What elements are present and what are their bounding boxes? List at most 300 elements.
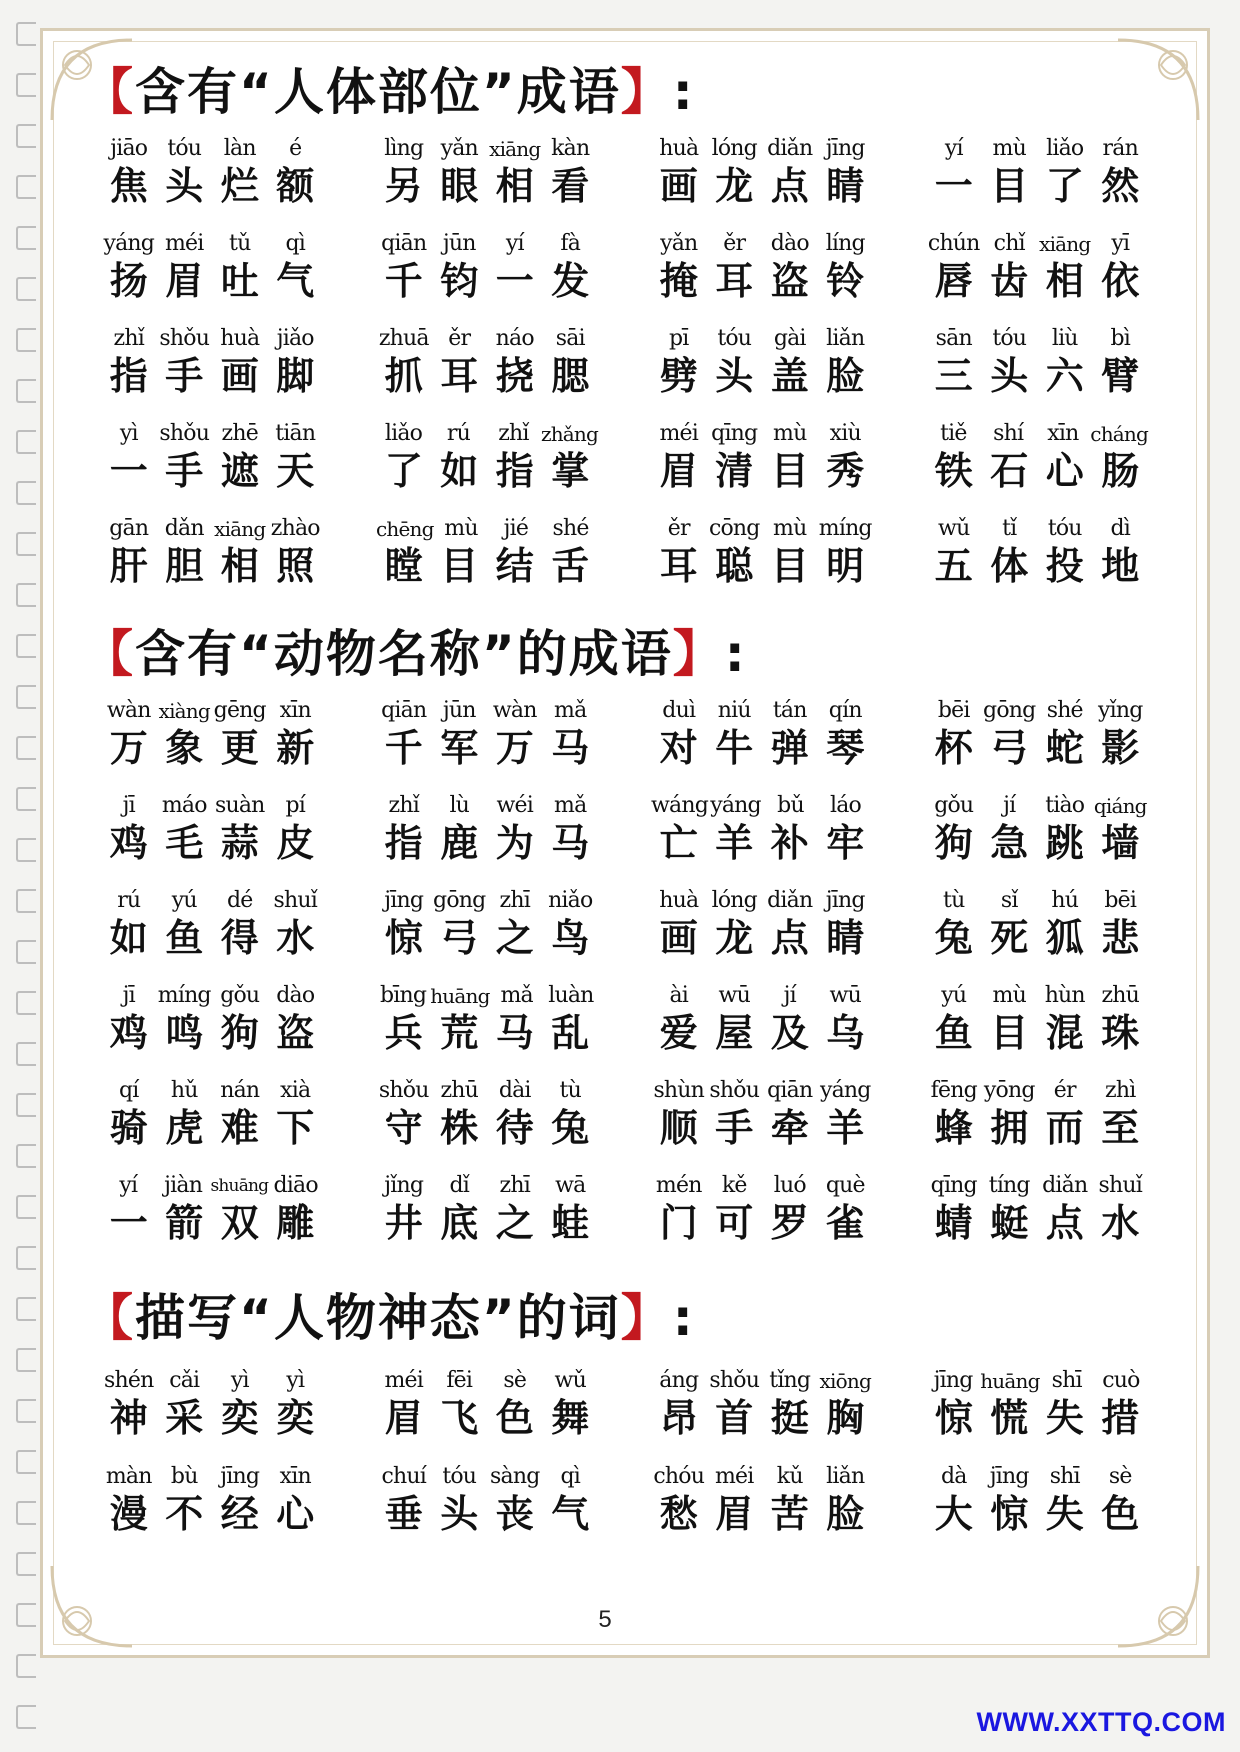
- hanzi-character: 死: [990, 915, 1029, 960]
- hanzi-row: [926, 1200, 1148, 1246]
- hanzi-row: [651, 543, 873, 589]
- hanzi-character: 五: [934, 543, 973, 588]
- pinyin-row: [926, 325, 1148, 353]
- hanzi-character: 扬: [109, 258, 148, 303]
- pinyin-syllable: niú: [717, 698, 751, 723]
- pinyin-syllable: chún: [927, 231, 980, 256]
- pinyin-syllable: yì: [230, 1368, 249, 1393]
- pinyin-syllable: jī: [122, 983, 135, 1008]
- pinyin-row: [376, 1463, 598, 1491]
- pinyin-syllable: cǎi: [169, 1368, 200, 1393]
- pinyin-syllable: xīn: [279, 1464, 311, 1489]
- pinyin-row: [376, 982, 598, 1010]
- hanzi-character: 骑: [109, 1105, 148, 1150]
- pinyin-syllable: bēi: [937, 698, 970, 723]
- pinyin-syllable: duì: [662, 698, 696, 723]
- hanzi-character: 失: [1045, 1395, 1084, 1440]
- hanzi-row: [651, 725, 873, 771]
- pinyin-syllable: zhào: [270, 516, 320, 541]
- hanzi-row: [101, 163, 323, 209]
- hanzi-character: 体: [990, 543, 1029, 588]
- pinyin-syllable: shuǐ: [1098, 1173, 1142, 1198]
- idiom-entry: [101, 697, 323, 792]
- pinyin-syllable: zhē: [221, 421, 258, 446]
- pinyin-syllable: zhǐ: [388, 793, 419, 818]
- pinyin-syllable: qín: [828, 698, 862, 723]
- hanzi-character: 蛇: [1045, 725, 1084, 770]
- hanzi-row: [101, 1395, 323, 1441]
- pinyin-syllable: shuǐ: [273, 888, 317, 913]
- hanzi-character: 措: [1101, 1395, 1140, 1440]
- spiral-ring: [16, 1399, 36, 1423]
- pinyin-syllable: qì: [285, 231, 306, 256]
- idiom-entry: [101, 135, 323, 230]
- idiom-entry: [376, 792, 598, 887]
- idiom-entry: [376, 230, 598, 325]
- hanzi-character: 眉: [715, 1491, 754, 1536]
- spiral-ring: [16, 1246, 36, 1270]
- spiral-ring: [16, 1552, 36, 1576]
- hanzi-character: 狗: [220, 1010, 259, 1055]
- spiral-ring: [16, 277, 36, 301]
- pinyin-row: [651, 1172, 873, 1200]
- pinyin-syllable: zhī: [499, 888, 530, 913]
- pinyin-syllable: lóng: [711, 136, 757, 161]
- hanzi-row: [376, 1105, 598, 1151]
- hanzi-character: 井: [384, 1200, 423, 1245]
- hanzi-character: 睛: [826, 163, 865, 208]
- pinyin-syllable: gōng: [433, 888, 486, 913]
- pinyin-syllable: xiāng: [489, 137, 541, 161]
- pinyin-syllable: méi: [659, 421, 699, 446]
- pinyin-row: [651, 420, 873, 448]
- pinyin-syllable: méi: [384, 1368, 424, 1393]
- hanzi-character: 难: [220, 1105, 259, 1150]
- idiom-entry: [101, 1463, 323, 1559]
- spiral-ring: [16, 1144, 36, 1168]
- pinyin-syllable: xià: [280, 1078, 311, 1103]
- pinyin-syllable: bīng: [380, 983, 427, 1008]
- hanzi-character: 掌: [551, 448, 590, 493]
- hanzi-character: 经: [220, 1491, 259, 1536]
- pinyin-syllable: pī: [668, 326, 689, 351]
- hanzi-character: 鸡: [109, 1010, 148, 1055]
- idiom-entry: [376, 1172, 598, 1267]
- pinyin-syllable: wǔ: [554, 1368, 586, 1393]
- pinyin-row: [926, 1077, 1148, 1105]
- idiom-entry: [926, 515, 1148, 610]
- hanzi-character: 地: [1101, 543, 1140, 588]
- pinyin-row: [101, 325, 323, 353]
- hanzi-character: 杯: [934, 725, 973, 770]
- hanzi-character: 新: [276, 725, 315, 770]
- idiom-entry: [651, 515, 873, 610]
- hanzi-character: 铃: [826, 258, 865, 303]
- hanzi-character: 下: [276, 1105, 315, 1150]
- hanzi-character: 雕: [276, 1200, 315, 1245]
- pinyin-syllable: jīng: [220, 1464, 260, 1489]
- pinyin-syllable: jiāo: [110, 136, 148, 161]
- pinyin-row: [101, 1463, 323, 1491]
- hanzi-character: 底: [440, 1200, 479, 1245]
- hanzi-character: 鸟: [551, 915, 590, 960]
- pinyin-syllable: zhì: [1105, 1078, 1136, 1103]
- idiom-grid-body-parts: [101, 135, 1201, 610]
- hanzi-character: 发: [551, 258, 590, 303]
- pinyin-syllable: shén: [104, 1368, 154, 1393]
- hanzi-character: 鱼: [934, 1010, 973, 1055]
- pinyin-syllable: náo: [495, 326, 534, 351]
- pinyin-syllable: luàn: [548, 983, 594, 1008]
- pinyin-row: [376, 230, 598, 258]
- pinyin-syllable: yōng: [983, 1078, 1035, 1103]
- idiom-entry: [651, 420, 873, 515]
- section-title-text: 含有“动物名称”的成语: [135, 625, 673, 683]
- pinyin-row: [651, 697, 873, 725]
- pinyin-row: [926, 1367, 1148, 1395]
- hanzi-character: 眉: [384, 1395, 423, 1440]
- hanzi-character: 牢: [826, 820, 865, 865]
- pinyin-syllable: gǒu: [220, 983, 260, 1008]
- pinyin-syllable: mǎ: [554, 793, 587, 818]
- idiom-entry: [651, 792, 873, 887]
- spiral-ring: [16, 634, 36, 658]
- hanzi-row: [926, 1491, 1148, 1537]
- idiom-entry: [101, 325, 323, 420]
- pinyin-syllable: máo: [161, 793, 207, 818]
- pinyin-row: [926, 135, 1148, 163]
- hanzi-character: 蜻: [934, 1200, 973, 1245]
- pinyin-syllable: yǎn: [440, 136, 478, 161]
- hanzi-character: 荒: [440, 1010, 479, 1055]
- pinyin-syllable: què: [825, 1173, 865, 1198]
- pinyin-syllable: yī: [1111, 231, 1130, 256]
- pinyin-syllable: zhǐ: [113, 326, 144, 351]
- pinyin-row: [101, 420, 323, 448]
- hanzi-row: [376, 163, 598, 209]
- hanzi-character: 一: [934, 163, 973, 208]
- hanzi-character: 大: [934, 1491, 973, 1536]
- hanzi-character: 照: [276, 543, 315, 588]
- pinyin-row: [101, 1077, 323, 1105]
- spiral-ring: [16, 889, 36, 913]
- hanzi-character: 至: [1101, 1105, 1140, 1150]
- hanzi-character: 胆: [165, 543, 204, 588]
- hanzi-character: 对: [659, 725, 698, 770]
- hanzi-character: 目: [770, 543, 809, 588]
- hanzi-row: [376, 353, 598, 399]
- pinyin-syllable: huà: [220, 326, 260, 351]
- hanzi-character: 然: [1101, 163, 1140, 208]
- pinyin-syllable: hǔ: [170, 1078, 198, 1103]
- pinyin-syllable: rú: [117, 888, 141, 913]
- hanzi-character: 顺: [659, 1105, 698, 1150]
- pinyin-row: [651, 515, 873, 543]
- pinyin-syllable: gài: [773, 326, 806, 351]
- idiom-entry: [101, 1172, 323, 1267]
- pinyin-syllable: jié: [503, 516, 529, 541]
- spiral-ring: [16, 73, 36, 97]
- pinyin-syllable: méi: [714, 1464, 754, 1489]
- pinyin-syllable: dì: [1110, 516, 1131, 541]
- hanzi-character: 掩: [659, 258, 698, 303]
- hanzi-character: 挠: [495, 353, 534, 398]
- idiom-entry: [651, 982, 873, 1077]
- pinyin-syllable: làn: [223, 136, 256, 161]
- idiom-entry: [926, 982, 1148, 1077]
- hanzi-row: [926, 1010, 1148, 1056]
- hanzi-character: 亡: [659, 820, 698, 865]
- pinyin-syllable: sè: [1108, 1464, 1132, 1489]
- hanzi-row: [651, 258, 873, 304]
- pinyin-syllable: shǒu: [709, 1368, 760, 1393]
- hanzi-character: 乱: [551, 1010, 590, 1055]
- worksheet-page: [40, 28, 1210, 1658]
- hanzi-character: 气: [551, 1491, 590, 1536]
- hanzi-character: 马: [495, 1010, 534, 1055]
- hanzi-row: [101, 258, 323, 304]
- hanzi-row: [651, 163, 873, 209]
- pinyin-syllable: jiàn: [164, 1173, 203, 1198]
- spiral-ring: [16, 787, 36, 811]
- pinyin-syllable: mù: [773, 421, 807, 446]
- pinyin-syllable: xiōng: [819, 1369, 871, 1393]
- pinyin-syllable: tóu: [167, 136, 202, 161]
- hanzi-character: 脸: [826, 1491, 865, 1536]
- hanzi-character: 色: [495, 1395, 534, 1440]
- hanzi-character: 额: [276, 163, 315, 208]
- pinyin-syllable: shé: [552, 516, 589, 541]
- pinyin-syllable: pí: [285, 793, 306, 818]
- idiom-entry: [376, 1463, 598, 1559]
- pinyin-syllable: shé: [1046, 698, 1083, 723]
- hanzi-character: 鸡: [109, 820, 148, 865]
- hanzi-character: 如: [440, 448, 479, 493]
- pinyin-syllable: diāo: [273, 1173, 318, 1198]
- hanzi-character: 漫: [109, 1491, 148, 1536]
- bracket-close: 】: [620, 1289, 673, 1347]
- hanzi-character: 铁: [934, 448, 973, 493]
- pinyin-syllable: tǐng: [769, 1368, 811, 1393]
- pinyin-row: [651, 325, 873, 353]
- pinyin-syllable: cōng: [708, 516, 760, 541]
- pinyin-syllable: xiāng: [214, 517, 266, 541]
- pinyin-row: [376, 135, 598, 163]
- hanzi-character: 拥: [990, 1105, 1029, 1150]
- pinyin-syllable: fēng: [930, 1078, 977, 1103]
- pinyin-syllable: sāi: [555, 326, 585, 351]
- hanzi-character: 抓: [384, 353, 423, 398]
- pinyin-row: [926, 515, 1148, 543]
- idiom-entry: [376, 1077, 598, 1172]
- pinyin-syllable: shǒu: [378, 1078, 429, 1103]
- hanzi-character: 投: [1045, 543, 1084, 588]
- hanzi-row: [926, 448, 1148, 494]
- pinyin-syllable: bǔ: [777, 793, 804, 818]
- hanzi-character: 牛: [715, 725, 754, 770]
- pinyin-syllable: wáng: [651, 793, 708, 818]
- pinyin-syllable: é: [289, 136, 302, 161]
- pinyin-syllable: dào: [770, 231, 809, 256]
- pinyin-syllable: wū: [829, 983, 861, 1008]
- hanzi-character: 肝: [109, 543, 148, 588]
- pinyin-syllable: qīng: [930, 1173, 977, 1198]
- pinyin-row: [651, 1367, 873, 1395]
- hanzi-character: 眉: [165, 258, 204, 303]
- hanzi-character: 吐: [220, 258, 259, 303]
- hanzi-character: 一: [495, 258, 534, 303]
- hanzi-character: 皮: [276, 820, 315, 865]
- pinyin-row: [101, 887, 323, 915]
- spiral-ring: [16, 22, 36, 46]
- hanzi-row: [651, 915, 873, 961]
- pinyin-syllable: liù: [1051, 326, 1078, 351]
- hanzi-character: 墙: [1101, 820, 1140, 865]
- pinyin-syllable: yì: [286, 1368, 305, 1393]
- pinyin-syllable: míng: [818, 516, 872, 541]
- hanzi-character: 秀: [826, 448, 865, 493]
- pinyin-syllable: jīng: [825, 888, 865, 913]
- hanzi-character: 一: [109, 1200, 148, 1245]
- hanzi-character: 相: [1045, 258, 1084, 303]
- hanzi-character: 聪: [715, 543, 754, 588]
- pinyin-syllable: tóu: [992, 326, 1027, 351]
- hanzi-character: 点: [770, 915, 809, 960]
- pinyin-syllable: tiān: [275, 421, 316, 446]
- pinyin-syllable: liǎo: [384, 421, 423, 446]
- hanzi-character: 龙: [715, 163, 754, 208]
- hanzi-character: 千: [384, 258, 423, 303]
- hanzi-character: 急: [990, 820, 1029, 865]
- idiom-entry: [376, 887, 598, 982]
- hanzi-character: 不: [165, 1491, 204, 1536]
- pinyin-syllable: lù: [449, 793, 470, 818]
- hanzi-row: [101, 1105, 323, 1151]
- pinyin-syllable: dé: [226, 888, 253, 913]
- pinyin-syllable: màn: [105, 1464, 152, 1489]
- hanzi-character: 点: [1045, 1200, 1084, 1245]
- pinyin-syllable: kě: [721, 1173, 747, 1198]
- hanzi-character: 蒜: [220, 820, 259, 865]
- pinyin-syllable: tù: [943, 888, 965, 913]
- hanzi-character: 毛: [165, 820, 204, 865]
- pinyin-syllable: wā: [555, 1173, 586, 1198]
- hanzi-character: 点: [770, 163, 809, 208]
- hanzi-character: 目: [770, 448, 809, 493]
- pinyin-syllable: míng: [157, 983, 211, 1008]
- pinyin-row: [926, 1463, 1148, 1491]
- hanzi-row: [101, 543, 323, 589]
- pinyin-syllable: huāng: [980, 1369, 1040, 1393]
- hanzi-row: [926, 353, 1148, 399]
- idiom-entry: [101, 887, 323, 982]
- pinyin-row: [376, 515, 598, 543]
- pinyin-syllable: kǔ: [776, 1464, 803, 1489]
- pinyin-syllable: yáng: [710, 793, 761, 818]
- hanzi-character: 垂: [384, 1491, 423, 1536]
- spiral-ring: [16, 940, 36, 964]
- hanzi-character: 蛙: [551, 1200, 590, 1245]
- hanzi-character: 兔: [934, 915, 973, 960]
- hanzi-character: 头: [715, 353, 754, 398]
- pinyin-syllable: zhǎng: [540, 422, 598, 446]
- hanzi-character: 可: [715, 1200, 754, 1245]
- pinyin-syllable: wǔ: [938, 516, 970, 541]
- hanzi-character: 画: [659, 163, 698, 208]
- pinyin-row: [376, 697, 598, 725]
- idiom-entry: [926, 230, 1148, 325]
- hanzi-row: [101, 353, 323, 399]
- pinyin-row: [926, 887, 1148, 915]
- hanzi-character: 弹: [770, 725, 809, 770]
- hanzi-character: 万: [495, 725, 534, 770]
- pinyin-syllable: jīng: [933, 1368, 973, 1393]
- pinyin-syllable: shī: [1049, 1464, 1080, 1489]
- pinyin-syllable: yáng: [819, 1078, 871, 1103]
- idiom-entry: [101, 515, 323, 610]
- pinyin-syllable: wū: [718, 983, 750, 1008]
- pinyin-syllable: dà: [940, 1464, 967, 1489]
- hanzi-character: 盗: [276, 1010, 315, 1055]
- idiom-entry: [926, 135, 1148, 230]
- pinyin-syllable: qiān: [767, 1078, 813, 1103]
- idiom-entry: [651, 1172, 873, 1267]
- title-colon: :: [672, 1289, 695, 1347]
- pinyin-syllable: cuò: [1102, 1368, 1140, 1393]
- hanzi-row: [376, 915, 598, 961]
- hanzi-character: 失: [1045, 1491, 1084, 1536]
- hanzi-character: 为: [495, 820, 534, 865]
- pinyin-syllable: dào: [276, 983, 315, 1008]
- hanzi-character: 罗: [770, 1200, 809, 1245]
- pinyin-syllable: diǎn: [767, 888, 813, 913]
- spiral-ring: [16, 583, 36, 607]
- pinyin-syllable: jīng: [384, 888, 424, 913]
- idiom-entry: [101, 792, 323, 887]
- hanzi-character: 屋: [715, 1010, 754, 1055]
- hanzi-character: 龙: [715, 915, 754, 960]
- hanzi-row: [101, 448, 323, 494]
- spiral-ring: [16, 1450, 36, 1474]
- idiom-entry: [651, 1367, 873, 1463]
- pinyin-syllable: rán: [1102, 136, 1138, 161]
- hanzi-character: 依: [1101, 258, 1140, 303]
- hanzi-character: 狗: [934, 820, 973, 865]
- hanzi-character: 目: [440, 543, 479, 588]
- pinyin-syllable: shǒu: [159, 326, 210, 351]
- pinyin-syllable: yì: [119, 421, 138, 446]
- hanzi-character: 肠: [1101, 448, 1140, 493]
- hanzi-character: 马: [551, 725, 590, 770]
- pinyin-row: [926, 1172, 1148, 1200]
- pinyin-syllable: yáng: [103, 231, 155, 256]
- hanzi-character: 惊: [934, 1395, 973, 1440]
- spiral-ring: [16, 1348, 36, 1372]
- hanzi-character: 指: [109, 353, 148, 398]
- hanzi-character: 脚: [276, 353, 315, 398]
- title-colon: :: [724, 625, 747, 683]
- pinyin-syllable: mù: [444, 516, 478, 541]
- pinyin-syllable: zhī: [499, 1173, 530, 1198]
- hanzi-character: 跳: [1045, 820, 1084, 865]
- pinyin-syllable: gēng: [213, 698, 266, 723]
- hanzi-character: 石: [990, 448, 1029, 493]
- hanzi-character: 遮: [220, 448, 259, 493]
- hanzi-character: 六: [1045, 353, 1084, 398]
- hanzi-character: 悲: [1101, 915, 1140, 960]
- hanzi-row: [926, 543, 1148, 589]
- hanzi-character: 珠: [1101, 1010, 1140, 1055]
